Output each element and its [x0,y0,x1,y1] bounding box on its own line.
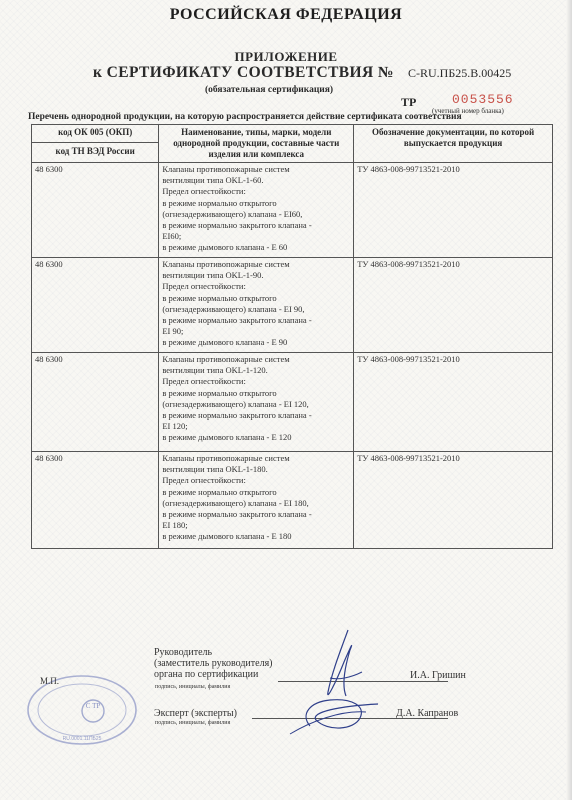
desc-line: Предел огнестойкости: [162,475,246,486]
row-documentation: ТУ 4863-008-99713521-2010 [354,353,553,452]
header-product-name: Наименование, типы, марки, модели однородной продукции, составные части изделия или комплекса [159,125,354,163]
head-title-block [154,647,273,680]
header-tnved-code: код ТН ВЭД России [55,146,135,156]
stamp-mark: С ТР [85,702,101,710]
country-title: РОССИЙСКАЯ ФЕДЕРАЦИЯ [169,6,403,23]
desc-line: вентиляции типа OKL-1-120. [162,365,268,376]
official-stamp [20,664,150,746]
desc-line: в режиме нормально закрытого клапана - [162,220,312,231]
table-header-row [32,125,553,163]
head-line-3: органа по сертификации [154,669,259,680]
row-code: 48 6300 [32,452,159,549]
desc-line: вентиляции типа OKL-1-90. [162,270,264,281]
row-description [159,452,354,549]
desc-line: в режиме дымового клапана - Е 180 [162,531,292,542]
desc-line: в режиме нормально открытого [162,197,277,208]
serial-number: 0053556 [452,92,514,107]
appendix-title: ПРИЛОЖЕНИЕ [234,49,338,64]
row-code: 48 6300 [32,353,159,452]
desc-line: Клапаны противопожарные систем [162,453,290,463]
desc-line: вентиляции типа OKL-1-60. [162,175,264,186]
desc-line: (огнезадерживающего) клапана - EI 90, [162,303,305,314]
table-row [32,258,553,353]
desc-line: в режиме нормально закрытого клапана - [162,410,312,421]
tr-label: ТР [401,95,417,109]
row-documentation: ТУ 4863-008-99713521-2010 [354,452,553,549]
row-code: 48 6300 [32,163,159,258]
desc-line: в режиме нормально закрытого клапана - [162,315,312,326]
row-documentation: ТУ 4863-008-99713521-2010 [354,163,553,258]
table-row [32,452,553,549]
desc-line: в режиме нормально открытого [162,292,277,303]
head-line-2: (заместитель руководителя) [154,658,273,669]
table-row [32,353,553,452]
form-number-note: (учетный номер бланка) [432,107,504,115]
desc-line: Предел огнестойкости: [162,281,246,292]
desc-line: Клапаны противопожарные систем [162,164,290,174]
page-edge-shadow [566,0,572,800]
header-okp-code: код ОК 005 (ОКП) [32,125,158,143]
desc-line: Предел огнестойкости: [162,186,246,197]
desc-line: в режиме нормально открытого [162,387,277,398]
desc-line: в режиме дымового клапана - Е 60 [162,242,288,253]
expert-caption: подпись, инициалы, фамилия [155,720,231,726]
desc-line: EI60; [162,231,182,242]
desc-line: Предел огнестойкости: [162,376,246,387]
desc-line: (огнезадерживающего) клапана - EI 120, [162,398,309,409]
header-codes [32,125,159,163]
table-row [32,163,553,258]
row-description [159,163,354,258]
desc-line: (огнезадерживающего) клапана - EI 180, [162,497,309,508]
expert-label: Эксперт (эксперты) [154,708,237,719]
expert-name: Д.А. Капранов [396,708,459,719]
stamp-code: RU.0001.11ПБ25 [62,736,102,742]
head-line-1: Руководитель [154,647,213,658]
desc-line: Клапаны противопожарные систем [162,259,290,269]
product-list-title: Перечень однородной продукции, на которую распространяется действие сертификата соответствия [28,112,462,122]
desc-line: EI 120; [162,421,188,432]
mandatory-certification-note: (обязательная сертификация) [205,85,334,95]
desc-line: (огнезадерживающего) клапана - EI60, [162,208,303,219]
desc-line: EI 180; [162,520,188,531]
handwritten-signature [270,622,410,752]
mp-label: М.П. [40,676,60,686]
row-description [159,258,354,353]
header-documentation: Обозначение документации, по которой выпускается продукция [354,125,553,163]
desc-line: Клапаны противопожарные систем [162,354,290,364]
row-description [159,353,354,452]
product-table [31,124,553,549]
desc-line: в режиме дымового клапана - Е 90 [162,337,288,348]
certificate-reference: к СЕРТИФИКАТУ СООТВЕТСТВИЯ № [93,64,394,81]
certificate-number: C-RU.ПБ25.В.00425 [408,66,512,80]
desc-line: EI 90; [162,326,184,337]
desc-line: в режиме нормально закрытого клапана - [162,509,312,520]
head-caption: подпись, инициалы, фамилия [155,684,231,690]
head-name: И.А. Гришин [410,670,466,681]
row-documentation: ТУ 4863-008-99713521-2010 [354,258,553,353]
desc-line: в режиме дымового клапана - Е 120 [162,432,292,443]
desc-line: вентиляции типа OKL-1-180. [162,464,268,475]
row-code: 48 6300 [32,258,159,353]
desc-line: в режиме нормально открытого [162,486,277,497]
